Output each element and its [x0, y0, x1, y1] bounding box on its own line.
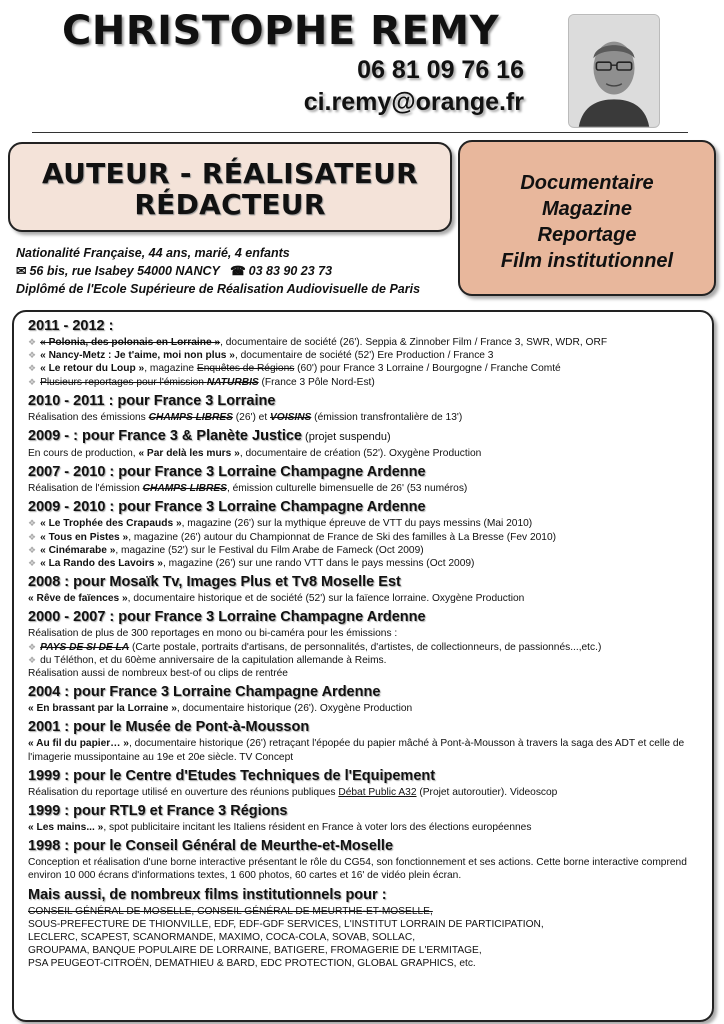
- section-title: [28, 427, 702, 447]
- role-line-2: RÉDACTEUR: [134, 188, 326, 221]
- section-text: [28, 786, 702, 799]
- email-address: ci.remy@orange.fr: [303, 88, 524, 116]
- genre-item: Film institutionnel: [500, 250, 674, 272]
- genre-box: [458, 140, 716, 296]
- personal-info: [16, 244, 456, 298]
- role-line-1: AUTEUR - RÉALISATEUR: [42, 157, 418, 190]
- bullet-icon: ❖: [28, 350, 37, 361]
- text-part: Réalisation des émissions: [28, 411, 149, 423]
- text-part: , documentaire historique et de société (52') sur la faïence lorraine. Oxygène Production: [127, 593, 525, 605]
- section-title-text: 2009 - : pour France 3 & Planète Justice: [28, 428, 302, 445]
- section-text: [28, 821, 702, 834]
- bullet-icon: ❖: [28, 363, 37, 374]
- bullet-icon: ❖: [28, 518, 37, 529]
- client-line: CONSEIL GÉNÉRAL DE MOSELLE, CONSEIL GÉNÉRAL DE MEURTHE-ET-MOSELLE,: [28, 905, 433, 917]
- section-text: Réalisation aussi de nombreux best-of ou clips de rentrée: [28, 668, 288, 680]
- section-title: 2007 - 2010 : pour France 3 Lorraine Champagne Ardenne: [28, 464, 426, 481]
- section-title: 2010 - 2011 : pour France 3 Lorraine: [28, 392, 276, 409]
- item-title: « Cinémarabe »: [40, 544, 116, 556]
- list-item: [28, 349, 702, 362]
- list-item: [28, 376, 702, 389]
- item-text: Plusieurs reportages pour l'émission: [40, 376, 207, 388]
- list-item: [28, 517, 702, 530]
- text-part: , documentaire historique (26') retraçant l'épopée du papier mâché à Pont-à-Mousson à travers la saga des ADT et celle de l'imagerie mussipontaine au 19e et 20e siècle. TV Concept: [28, 738, 685, 763]
- item-title: « En brassant par la Lorraine »: [28, 703, 177, 715]
- bullet-icon: ❖: [28, 531, 37, 542]
- item-text: , magazine (26') sur la mythique épreuve de VTT du pays messins (Mai 2010): [181, 518, 533, 530]
- client-line: GROUPAMA, BANQUE POPULAIRE DE LORRAINE, BATIGERE, FROMAGERIE DE L'ERMITAGE,: [28, 945, 482, 957]
- landline: 03 83 90 23 73: [248, 264, 333, 278]
- client-line: PSA PEUGEOT-CITROËN, DEMATHIEU & BARD, EDC PROTECTION, GLOBAL GRAPHICS, etc.: [28, 958, 476, 970]
- bullet-icon: ❖: [28, 376, 37, 387]
- text-part: , documentaire historique (26'). Oxygène Production: [176, 703, 413, 715]
- item-title: « Nancy-Metz : Je t'aime, moi non plus »: [40, 350, 235, 362]
- telephone-icon: ☎: [230, 264, 246, 278]
- candidate-name: CHRISTOPHE REMY: [62, 8, 500, 54]
- portrait-illustration: [569, 15, 659, 127]
- address-line: [16, 262, 456, 280]
- phone-number: 06 81 09 76 16: [357, 56, 524, 84]
- project-name: Débat Public A32: [338, 786, 417, 798]
- diploma: Diplômé de l'Ecole Supérieure de Réalisation Audiovisuelle de Paris: [16, 282, 421, 296]
- client-line: LECLERC, SCAPEST, SCANORMANDE, MAXIMO, COCA-COLA, SOVAB, SOLLAC,: [28, 932, 416, 944]
- section-title: 2000 - 2007 : pour France 3 Lorraine Champagne Ardenne: [28, 609, 426, 626]
- text-part: Réalisation du reportage utilisé en ouverture des réunions publiques: [28, 786, 339, 798]
- program-name: CHAMPS LIBRES: [148, 411, 233, 423]
- item-text: , documentaire de société (26'). Seppia & Zinnober Film / France 3, SWR, WDR, ORF: [220, 337, 608, 348]
- item-title: « Par delà les murs »: [138, 448, 240, 460]
- program-name: CHAMPS LIBRES: [142, 483, 227, 495]
- section-text: [28, 447, 702, 460]
- text-part: (Projet autoroutier). Videoscop: [416, 786, 558, 798]
- list-item: [28, 362, 702, 375]
- bullet-icon: ❖: [28, 337, 37, 347]
- bullet-icon: ❖: [28, 654, 37, 665]
- section-text: [28, 411, 702, 424]
- text-part: En cours de production,: [28, 448, 139, 460]
- text-part: , spot publicitaire incitant les Italiens résident en France à voter lors des élections européennes: [103, 822, 532, 834]
- program-name: VOISINS: [270, 411, 312, 423]
- text-part: , documentaire de création (52'). Oxygène Production: [239, 448, 482, 460]
- text-part: (émission transfrontalière de 13'): [311, 411, 463, 423]
- item-text: (60') pour France 3 Lorraine / Bourgogne / Franche Comté: [294, 363, 561, 375]
- envelope-icon: ✉: [16, 264, 27, 278]
- section-title: 1999 : pour RTL9 et France 3 Régions: [28, 803, 288, 820]
- section-text: [28, 702, 702, 715]
- bullet-icon: ❖: [28, 641, 37, 652]
- genre-item: Documentaire: [520, 172, 654, 194]
- section-subtitle: (projet suspendu): [302, 431, 391, 444]
- section-title: 2009 - 2010 : pour France 3 Lorraine Champagne Ardenne: [28, 499, 426, 516]
- item-text: , magazine: [144, 363, 197, 375]
- program-name: Enquêtes de Régions: [196, 363, 295, 375]
- list-item: [28, 557, 702, 570]
- section-text: [28, 482, 702, 495]
- bullet-icon: ❖: [28, 558, 37, 569]
- section-title: 2004 : pour France 3 Lorraine Champagne Ardenne: [28, 684, 381, 701]
- list-item: [28, 641, 702, 654]
- section-text: [28, 592, 702, 605]
- text-part: , émission culturelle bimensuelle de 26' (53 numéros): [226, 483, 468, 495]
- list-item: [28, 544, 702, 557]
- program-name: NATURBIS: [206, 376, 259, 388]
- item-title: « Tous en Pistes »: [40, 531, 129, 543]
- item-text: (Carte postale, portraits d'artisans, de personnalités, d'artistes, de collectionneurs, de passionnés...,etc.): [129, 641, 602, 653]
- header-divider: [32, 132, 688, 133]
- item-title: « Les mains... »: [28, 822, 104, 834]
- item-title: « Le Trophée des Crapauds »: [40, 518, 182, 530]
- item-title: « Au fil du papier… »: [28, 738, 129, 750]
- section-text: Conception et réalisation d'une borne interactive présentant le rôle du CG54, son fonctionnement et ses actions. Cette borne interactive comprend environ 10 000 écrans d'informations textes, 1 600 photos, 60 cartes et 16' de vidéo plein écran.: [28, 857, 687, 882]
- section-title: 2011 - 2012 :: [28, 318, 114, 334]
- item-text: , magazine (26') sur une rando VTT dans le pays messins (Oct 2009): [162, 558, 475, 570]
- section-title: 2001 : pour le Musée de Pont-à-Mousson: [28, 719, 310, 736]
- item-title: « La Rando des Lavoirs »: [40, 558, 163, 570]
- section-title: 2008 : pour Mosaïk Tv, Images Plus et Tv8 Moselle Est: [28, 574, 401, 591]
- item-text: (France 3 Pôle Nord-Est): [258, 376, 375, 388]
- client-line: SOUS-PREFECTURE DE THIONVILLE, EDF, EDF-GDF SERVICES, L'INSTITUT LORRAIN DE PARTICIPATION,: [28, 918, 544, 930]
- section-title: 1998 : pour le Conseil Général de Meurthe-et-Moselle: [28, 838, 394, 855]
- portrait-photo: [568, 14, 660, 128]
- item-title: « Polonia, des polonais en Lorraine »: [40, 337, 221, 348]
- item-text: , magazine (52') sur le Festival du Film Arabe de Fameck (Oct 2009): [115, 544, 424, 556]
- item-text: du Téléthon, et du 60ème anniversaire de la capitulation allemande à Reims.: [40, 654, 387, 666]
- item-title: « Rêve de faïences »: [28, 593, 128, 605]
- section-title: Mais aussi, de nombreux films institutionnels pour :: [28, 886, 387, 903]
- section-text: Réalisation de plus de 300 reportages en mono ou bi-caméra pour les émissions :: [28, 628, 398, 640]
- list-item: [28, 654, 702, 667]
- section-title: 1999 : pour le Centre d'Etudes Techniques de l'Equipement: [28, 767, 436, 784]
- address: 56 bis, rue Isabey 54000 NANCY: [29, 264, 220, 278]
- genre-item: Reportage: [537, 224, 637, 246]
- text-part: (26') et: [232, 411, 271, 423]
- list-item: [28, 336, 702, 349]
- program-name: PAYS DE SI DE LA: [40, 641, 130, 653]
- experience-box: [12, 310, 714, 1022]
- item-text: , magazine (26') autour du Championnat de France de Ski des familles à La Bresse (Fev 2010): [128, 531, 556, 543]
- personal-status: Nationalité Française, 44 ans, marié, 4 enfants: [16, 246, 290, 260]
- role-box: [8, 142, 452, 232]
- section-text: [28, 737, 702, 763]
- item-text: , documentaire de société (52') Ere Production / France 3: [234, 350, 494, 362]
- bullet-icon: ❖: [28, 544, 37, 555]
- text-part: Réalisation de l'émission: [28, 483, 143, 495]
- genre-item: Magazine: [541, 198, 633, 220]
- list-item: [28, 531, 702, 544]
- item-title: « Le retour du Loup »: [40, 363, 145, 375]
